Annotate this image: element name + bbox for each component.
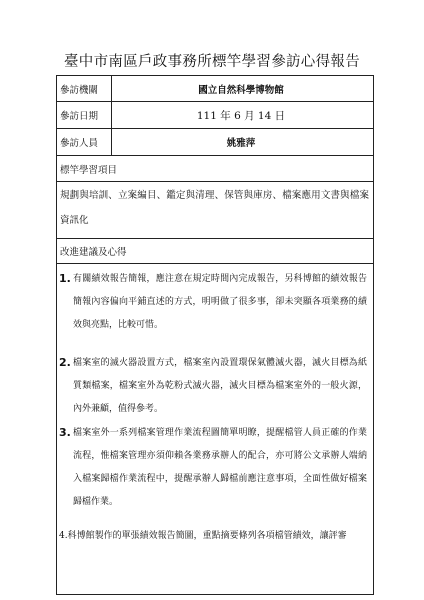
- benchmark-text-row: [57, 182, 373, 239]
- suggestion-number: 2.: [59, 356, 71, 369]
- document-title: 臺中市南區戶政事務所標竿學習參訪心得報告: [64, 54, 360, 70]
- field-row-date: [57, 102, 373, 129]
- field-value-visitor: 姚雅萍: [226, 138, 256, 149]
- benchmark-text: 規劃與培訓、立案編目、鑑定與清理、保管與庫房、檔案應用文書與檔案資訊化: [60, 190, 369, 226]
- suggestion-text: 檔案室外一系列檔案管理作業流程圖簡單明瞭，提醒檔管人員正確的作業流程，惟檔案管理亦須仰賴各業務承辦人的配合，亦可將公文承辦人端納入檔案歸檔作業流程中，提醒承辦人歸檔前應注意事項，全面性做好檔案歸檔作業。: [73, 428, 367, 507]
- suggestion-item-4: 4.科博館製作的單張績效報告簡圖，重點摘要條列各項檔管績效，讓評審: [59, 531, 347, 541]
- suggestions-label: 改進建議及心得: [60, 247, 127, 258]
- field-label-visitor: 參訪人員: [57, 129, 112, 155]
- report-form: [56, 75, 374, 595]
- field-value-date: 111 年 6 月 14 日: [196, 109, 286, 122]
- benchmark-label-row: [57, 156, 373, 182]
- field-label-agency: 參訪機關: [57, 76, 112, 101]
- field-value-agency: 國立自然科學博物館: [198, 84, 284, 96]
- suggestion-text: 檔案室的滅火器設置方式，檔案室內設置環保氣體滅火器，滅火目標為紙質類檔案，檔案室外為乾粉式滅火器，滅火目標為檔案室外的一般火源，內外兼顧，值得參考。: [73, 358, 367, 414]
- suggestion-text: 有關績效報告簡報，應注意在規定時間內完成報告，另科博館的績效報告簡報內容偏向平鋪直述的方式，明明做了很多事，卻未突顯各項業務的績效與亮點，比較可惜。: [73, 274, 367, 330]
- suggestion-number: 3.: [59, 426, 71, 439]
- suggestions-label-row: [57, 239, 373, 264]
- suggestion-number: 1.: [59, 272, 71, 285]
- benchmark-label: 標竿學習項目: [60, 164, 118, 176]
- field-row-visitor: [57, 129, 373, 156]
- field-label-date: 參訪日期: [57, 102, 112, 128]
- field-row-agency: [57, 76, 373, 102]
